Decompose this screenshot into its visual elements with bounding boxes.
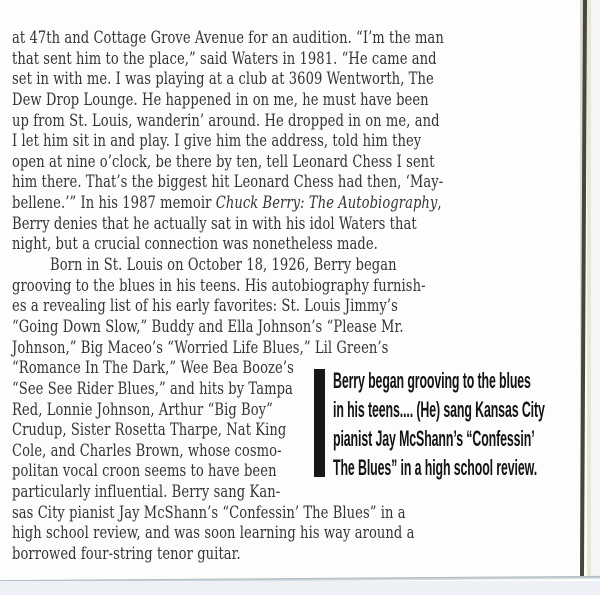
pull-quote-text [333, 366, 600, 482]
text-line-content: night, but a crucial connection was nonetheless made. [12, 233, 378, 254]
memoir-line-pre: bellene.’” In his 1987 memoir [12, 192, 216, 213]
pull-quote-line [333, 424, 600, 453]
text-line-content: borrowed four-string tenor guitar. [12, 543, 241, 564]
text-line-content: Berry denies that he actually sat in with his idol Waters that [12, 212, 417, 233]
text-line-content: set in with me. I was playing at a club at 3609 Wentworth, The [12, 68, 434, 89]
text-line-content: politan vocal croon seems to have been [12, 460, 277, 481]
text-line [12, 295, 566, 316]
pull-quote-line [333, 395, 600, 424]
text-line [12, 502, 566, 523]
memoir-line-post: , [437, 192, 442, 213]
text-line-content [12, 192, 442, 213]
text-line-content: grooving to the blues in his teens. His autobiography furnish- [12, 274, 426, 295]
text-line-content: open at nine o’clock, be there by ten, tell Leonard Chess I sent [12, 150, 435, 171]
text-line-content: him there. That’s the biggest hit Leonard Chess had then, ‘May- [12, 171, 444, 192]
body-text-column [12, 27, 566, 564]
pull-quote-line-content: The Blues” in a high school review. [333, 455, 538, 480]
text-line-content: sas City pianist Jay McShann’s “Confessin’ The Blues” in a [12, 501, 406, 522]
text-line [12, 89, 566, 110]
text-line-content: at 47th and Cottage Grove Avenue for an audition. “I’m the man [12, 27, 444, 47]
text-line-content: “Going Down Slow,” Buddy and Ella Johnson’s “Please Mr. [12, 315, 404, 336]
text-line [12, 130, 566, 151]
pull-quote [314, 366, 600, 482]
pull-quote-line [333, 366, 600, 395]
text-line [12, 27, 566, 48]
text-line-with-book-title [12, 192, 566, 213]
text-line-content: Crudup, Sister Rosetta Tharpe, Nat King [12, 419, 287, 440]
text-line-content: Born in St. Louis on October 18, 1926, Berry began [50, 254, 397, 275]
text-line [12, 543, 566, 564]
text-line [12, 213, 566, 234]
text-line-content: Dew Drop Lounge. He happened in on me, he must have been [12, 88, 429, 109]
text-line-content: “Romance In The Dark,” Wee Bea Booze’s [12, 357, 294, 378]
pull-quote-line-content: pianist Jay McShann’s “Confessin’ [333, 426, 535, 451]
scan-margin-bottom [0, 581, 600, 595]
book-title-italic: Chuck Berry: The Autobiography [215, 192, 438, 213]
text-line [12, 233, 566, 254]
text-line-content: es a revealing list of his early favorites: St. Louis Jimmy’s [12, 295, 398, 316]
text-line-content: Cole, and Charles Brown, whose cosmo- [12, 439, 282, 460]
text-line-content: high school review, and was soon learning his way around a [12, 522, 415, 543]
text-line-wrapped [12, 481, 566, 502]
text-line [12, 316, 566, 337]
scan-margin-right [591, 0, 600, 579]
text-line [12, 171, 566, 192]
paragraph-first-line [12, 254, 566, 275]
text-line-content: up from St. Louis, wanderin’ around. He dropped in on me, and [12, 109, 440, 130]
text-line-content: particularly influential. Berry sang Kan- [12, 481, 281, 502]
pull-quote-line [333, 453, 600, 482]
text-line-content: I let him sit in and play. I give him the address, told him they [12, 130, 422, 151]
pull-quote-bar [314, 369, 325, 477]
text-line [12, 68, 566, 89]
text-line [12, 337, 566, 358]
pull-quote-line-content: in his teens.... (He) sang Kansas City [333, 397, 545, 422]
text-line-content: Red, Lonnie Johnson, Arthur “Big Boy” [12, 398, 273, 419]
pull-quote-line-content: Berry began grooving to the blues [333, 368, 531, 393]
text-line [12, 275, 566, 296]
text-line-content: “See See Rider Blues,” and hits by Tampa [12, 377, 293, 398]
text-line [12, 522, 566, 543]
text-line [12, 48, 566, 69]
text-line [12, 151, 566, 172]
text-line [12, 110, 566, 131]
text-line-content: that sent him to the place,” said Waters in 1981. “He came and [12, 47, 437, 68]
text-line-content: Johnson,” Big Maceo’s “Worried Life Blues,” Lil Green’s [12, 336, 389, 357]
